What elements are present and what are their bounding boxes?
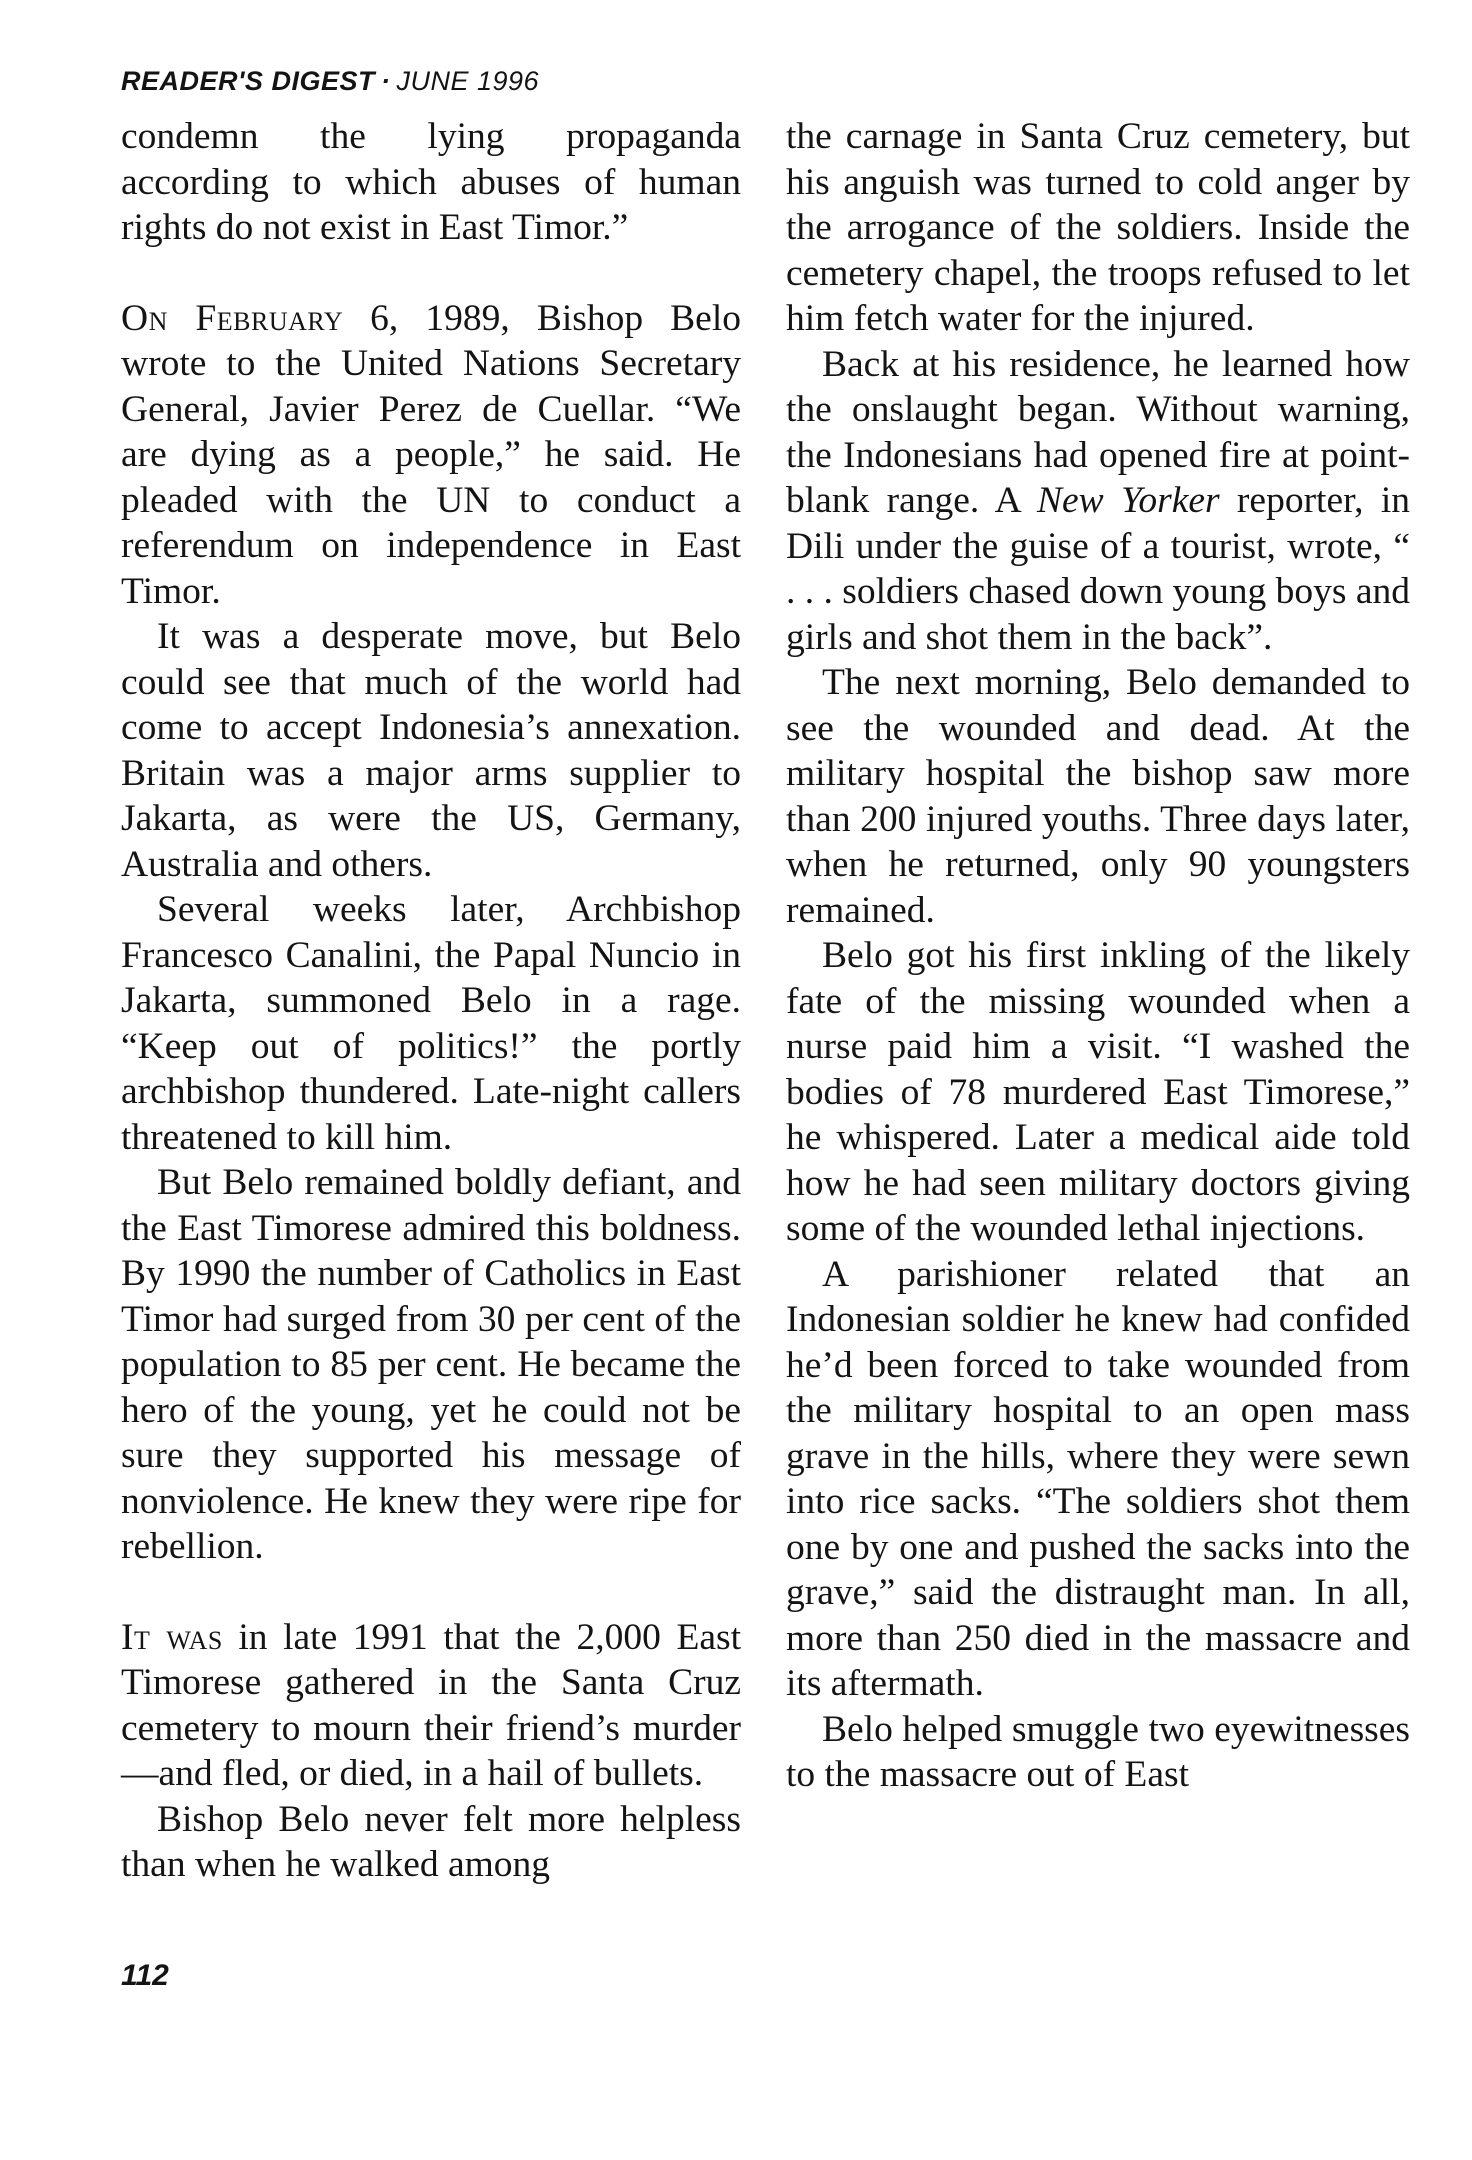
paragraph: The next morning, Belo demanded to see the wounded and dead. At the military hospital the bishop saw more than 200 injured youths. Three days later, when he returned, only 90 youngsters remained. — [786, 662, 1410, 931]
section-start-paragraph — [121, 1615, 741, 1797]
paragraph: A parishioner related that an Indonesian soldier he knew had confided he’d been forced to take wounded from the military hospital to an open mass grave in the hills, where they were sewn into rice sacks. “The soldiers shot them one by one and pushed the sacks into the grave,” said the distraught man. In all, more than 250 died in the massacre and its aftermath. — [786, 1253, 1410, 1704]
paragraph-text: in late 1991 that the 2,000 East Timorese gathered in the Santa Cruz cemetery to mourn their friend’s murder—and fled, or died, in a hail of bullets. — [121, 1616, 742, 1794]
paragraph: But Belo remained boldly defiant, and the East Timorese admired this boldness. By 1990 the number of Catholics in East Timor had surged from 30 per cent of the population to 85 per cent. He became the hero of the young, yet he could not be sure they supported his message of nonviolence. He knew they were ripe for rebellion. — [121, 1162, 741, 1567]
section-lead-in: It was — [121, 1616, 223, 1658]
paragraph: Belo helped smuggle two eyewitnesses to the massacre out of East — [786, 1708, 1410, 1795]
paragraph — [786, 342, 1410, 661]
paragraph-text: Back at his residence, he learned how the onslaught began. Without warning, the Indonesians had opened fire at point-blank range. A — [786, 343, 1410, 521]
page-number: 112 — [121, 1959, 169, 1992]
paragraph-text: 6, 1989, Bishop Belo wrote to the United Nations Secretary General, Javier Perez de Cuellar. “We are dying as a people,” he said. He pleaded with the UN to conduct a referendum on independence in East Timor. — [121, 297, 741, 612]
paragraph: the carnage in Santa Cruz cemetery, but his anguish was turned to cold anger by the arrogance of the soldiers. Inside the cemetery chapel, the troops refused to let him fetch water for the injured. — [786, 116, 1410, 339]
issue-date: JUNE 1996 — [396, 66, 540, 96]
left-column — [121, 114, 741, 1888]
section-start-paragraph — [121, 296, 741, 615]
running-head — [121, 64, 539, 98]
paragraph: Bishop Belo never felt more helpless than when he walked among — [121, 1798, 741, 1885]
paragraph-text: reporter, in Dili under the guise of a tourist, wrote, “ . . . soldiers chased down young boys and girls and shot them in the back”. — [786, 480, 1410, 658]
paragraph: condemn the lying propaganda according to which abuses of human rights do not exist in East Timor.” — [121, 116, 741, 248]
paragraph: Belo got his first inkling of the likely fate of the missing wounded when a nurse paid him a visit. “I washed the bodies of 78 murdered East Timorese,” he whispered. Later a medical aide told how he had seen military doctors giving some of the wounded lethal injections. — [786, 935, 1410, 1249]
paragraph: Several weeks later, Archbishop Francesco Canalini, the Papal Nuncio in Jakarta, summoned Belo in a rage. “Keep out of politics!” the portly archbishop thundered. Late-night callers threatened to kill him. — [121, 889, 741, 1158]
section-lead-in: On February — [121, 297, 344, 339]
publication-name: READER'S DIGEST — [121, 66, 375, 96]
header-separator: · — [380, 66, 391, 96]
paragraph: It was a desperate move, but Belo could see that much of the world had come to accept Indonesia’s annexation. Britain was a major arms supplier to Jakarta, as were the US, Germany, Australia and others. — [121, 616, 741, 885]
right-column — [786, 114, 1410, 1798]
magazine-title: New Yorker — [1036, 480, 1220, 521]
